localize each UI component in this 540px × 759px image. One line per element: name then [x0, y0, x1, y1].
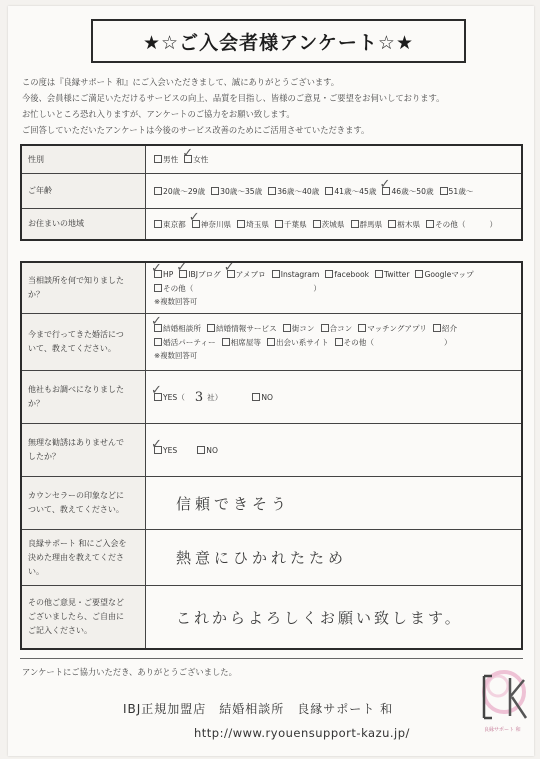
option-instagram[interactable]: Instagram [272, 270, 320, 279]
check-mark-icon: ✓ [151, 382, 162, 398]
logo-mark-icon [474, 666, 534, 726]
age-options [146, 174, 521, 208]
gender-label: 性別 [22, 146, 146, 173]
option-source-other[interactable]: その他（ ） [154, 283, 321, 294]
intro-line: この度は『良縁サポート 和』にご入会いただきまして、誠にありがとうございます。 [22, 77, 340, 87]
option-kanagawa[interactable]: 神奈川県 ✓ [188, 209, 232, 229]
questionnaire-sheet [8, 6, 534, 756]
source-options [146, 263, 521, 313]
activities-label: 今まで行ってきた婚活につ いて、教えてください。 [22, 314, 146, 370]
counselor-label: カウンセラーの印象などに ついて、教えてください。 [22, 477, 146, 529]
option-goukon[interactable]: 合コン [321, 323, 353, 334]
option-ibj-blog[interactable]: IBJブログ ✓ [176, 263, 221, 279]
option-yes[interactable]: YES ✓ [151, 436, 178, 455]
multiple-answer-note: ※複数回答可 [154, 297, 198, 306]
agency-unit: 社） [207, 392, 223, 402]
other-agencies-options [146, 371, 521, 423]
other-agencies-row [22, 370, 521, 423]
option-dating-site[interactable]: 出会い系サイト [267, 337, 329, 348]
option-saitama[interactable]: 埼玉県 [237, 219, 269, 230]
check-mark-icon: ✓ [176, 263, 188, 275]
other-agencies-label: 他社もお調べになりましたか？ [22, 371, 146, 423]
handwritten-answer: これからよろしくお願い致します。 [176, 608, 463, 627]
gender-options [146, 146, 521, 173]
intro-text [22, 74, 522, 138]
option-no[interactable]: NO [197, 446, 218, 455]
option-google-maps[interactable]: Googleマップ [415, 269, 473, 280]
option-female[interactable]: 女性 ✓ [182, 146, 209, 164]
website-url[interactable]: http://www.ryouensupport-kazu.jp/ [194, 726, 410, 740]
option-twitter[interactable]: Twitter [375, 270, 409, 279]
reason-answer[interactable] [146, 530, 521, 585]
activities-row [22, 313, 521, 370]
check-mark-icon: ✓ [151, 263, 162, 276]
brand-logo [474, 666, 534, 746]
activities-options [146, 314, 521, 370]
option-marriage-info[interactable]: 結婚情報サービス [207, 323, 277, 334]
pushy-label: 無理な勧誘はありませんで したか？ [22, 424, 146, 476]
pushy-row [22, 423, 521, 476]
divider [20, 658, 523, 659]
counselor-answer[interactable] [146, 477, 521, 529]
option-age-46-50[interactable]: 46歳～50歳 ✓ [379, 176, 434, 196]
check-mark-icon: ✓ [188, 209, 200, 225]
option-age-41-45[interactable]: 41歳～45歳 [325, 186, 376, 197]
option-age-30-35[interactable]: 30歳～35歳 [211, 186, 262, 197]
thanks-text: アンケートにご協力いただき、ありがとうございました。 [22, 667, 237, 677]
option-age-36-40[interactable]: 36歳～40歳 [268, 186, 319, 197]
check-mark-icon: ✓ [182, 146, 194, 161]
area-options [146, 209, 521, 239]
option-area-other[interactable]: その他（ ） [426, 219, 497, 230]
option-introduction[interactable]: 紹介 [433, 323, 457, 334]
intro-line: 今後、会員様にご満足いただけるサービスの向上、品質を目指し、皆様のご意見・ご要望をお伺いしております。 [22, 93, 445, 103]
option-age-51-plus[interactable]: 51歳～ [440, 186, 474, 197]
option-ameblo[interactable]: アメブロ ✓ [223, 263, 266, 279]
option-yes[interactable]: YES（ ✓ [151, 382, 185, 402]
option-facebook[interactable]: facebook [325, 270, 369, 279]
area-label: お住まいの地域 [22, 209, 146, 239]
comments-answer[interactable] [146, 586, 521, 648]
option-male[interactable]: 男性 [154, 154, 178, 165]
comments-row [22, 585, 521, 648]
option-marriage-agency[interactable]: 結婚相談所 ✓ [151, 314, 201, 333]
option-ibaraki[interactable]: 茨城県 [313, 219, 345, 230]
check-mark-icon: ✓ [151, 436, 162, 452]
option-activities-other[interactable]: その他（ ） [335, 337, 452, 348]
profile-table [20, 144, 523, 241]
area-row [22, 208, 521, 239]
handwritten-answer: 熱意にひかれたため [176, 549, 348, 567]
intro-line: ご回答していただいたアンケートは今後のサービス改善のためにご活用させていただきます。 [22, 125, 370, 135]
option-matching-app[interactable]: マッチングアプリ [358, 323, 427, 334]
comments-label: その他ご意見・ご要望など ございましたら、ご自由に ご記入ください。 [22, 586, 146, 648]
agency-count: 3 [194, 389, 204, 405]
handwritten-answer: 信頼できそう [176, 494, 291, 513]
pushy-options [146, 424, 521, 476]
age-label: ご年齢 [22, 174, 146, 208]
option-chiba[interactable]: 千葉県 [275, 219, 307, 230]
reason-row [22, 529, 521, 585]
option-hp[interactable]: HP ✓ [151, 263, 174, 279]
shop-name: IBJ正規加盟店 結婚相談所 良縁サポート 和 [123, 702, 394, 716]
check-mark-icon: ✓ [223, 263, 235, 275]
option-machikon[interactable]: 街コン [283, 323, 315, 334]
counselor-row [22, 476, 521, 529]
logo-text: 良縁サポート 和 [484, 727, 521, 733]
intro-line: お忙しいところ恐れ入りますが、アンケートのご協力をお願い致します。 [22, 109, 295, 119]
source-row [22, 263, 521, 313]
check-mark-icon: ✓ [151, 314, 162, 329]
gender-row [22, 146, 521, 173]
source-label: 当相談所を何で知りましたか？ [22, 263, 146, 313]
age-row [22, 173, 521, 208]
option-gunma[interactable]: 群馬県 [351, 219, 383, 230]
page-title: ★☆ご入会者様アンケート☆★ [91, 19, 466, 63]
option-no[interactable]: NO [252, 393, 273, 402]
multiple-answer-note: ※複数回答可 [154, 351, 198, 360]
option-tokyo[interactable]: 東京都 [154, 219, 186, 230]
option-aiseki[interactable]: 相席屋等 [222, 337, 261, 348]
option-age-20s[interactable]: 20歳～29歳 [154, 186, 205, 197]
check-mark-icon: ✓ [379, 176, 391, 192]
survey-table [20, 261, 523, 650]
option-tochigi[interactable]: 栃木県 [388, 219, 420, 230]
option-party[interactable]: 婚活パーティー [154, 337, 216, 348]
reason-label: 良縁サポート 和にご入会を 決めた理由を教えてください。 [22, 530, 146, 585]
